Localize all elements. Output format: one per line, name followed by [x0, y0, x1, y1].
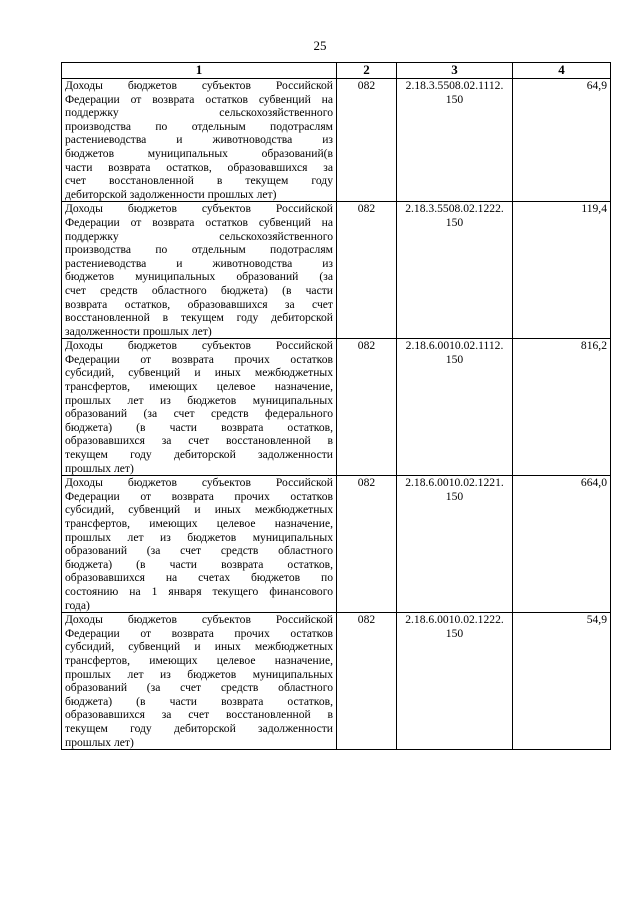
description-line: прошлых лет): [65, 461, 134, 475]
column-header-4: 4: [513, 63, 611, 79]
description-line: производства по отдельным подотраслям: [65, 119, 333, 133]
kbk-line: 2.18.6.0010.02.1221.: [405, 476, 504, 490]
row-description: [62, 79, 337, 202]
description-line: текущем году дебиторской задолженности: [65, 721, 333, 735]
row-budget-classification-code: [397, 202, 513, 339]
description-line: Доходы бюджетов субъектов Российской: [65, 476, 333, 490]
kbk-line: 2.18.3.5508.02.1222.: [405, 202, 504, 216]
description-line: субсидий, субвенций и иных межбюджетных: [65, 366, 333, 380]
row-description: [62, 613, 337, 750]
row-budget-classification-code: [397, 339, 513, 476]
description-line: Федерации от возврата прочих остатков: [65, 626, 333, 640]
description-line: Федерации от возврата остатков субвенций на: [65, 92, 333, 106]
description-line: трансфертов, имеющих целевое назначение,: [65, 653, 333, 667]
description-line: образовавшихся на счетах бюджетов по: [65, 571, 333, 585]
description-line: образований (за счет средств областного: [65, 544, 333, 558]
description-line: образовавшихся за счет восстановленной в: [65, 434, 333, 448]
row-budget-classification-code: [397, 613, 513, 750]
description-line: Федерации от возврата остатков субвенций на: [65, 215, 333, 229]
kbk-line: 150: [445, 352, 464, 366]
description-line: производства по отдельным подотраслям: [65, 243, 333, 257]
row-admin-code: 082: [337, 339, 397, 476]
kbk-line: 150: [445, 489, 464, 503]
row-amount: 54,9: [513, 613, 611, 750]
row-description: [62, 339, 337, 476]
column-header-2: 2: [337, 63, 397, 79]
description-line: образований (за счет средств областного: [65, 681, 333, 695]
kbk-line: 150: [445, 92, 464, 106]
row-description: [62, 202, 337, 339]
description-line: бюджета) (в части возврата остатков,: [65, 694, 333, 708]
description-line: Доходы бюджетов субъектов Российской: [65, 202, 333, 216]
description-line: года): [65, 598, 90, 612]
row-description: [62, 476, 337, 613]
kbk-line: 150: [445, 626, 464, 640]
row-amount: 816,2: [513, 339, 611, 476]
table-row: [62, 79, 611, 202]
description-line: субсидий, субвенций и иных межбюджетных: [65, 640, 333, 654]
description-line: дебиторской задолженности прошлых лет): [65, 187, 277, 201]
kbk-line: 2.18.3.5508.02.1112.: [405, 79, 504, 92]
description-line: текущем году дебиторской задолженности: [65, 448, 333, 462]
kbk-line: 150: [445, 215, 464, 229]
kbk-line: 2.18.6.0010.02.1112.: [405, 339, 504, 353]
table-row: [62, 202, 611, 339]
description-line: Доходы бюджетов субъектов Российской: [65, 79, 333, 92]
description-line: восстановленной в текущем году дебиторской: [65, 311, 333, 325]
row-amount: 119,4: [513, 202, 611, 339]
description-line: части возврата остатков, образовавшихся за: [65, 160, 333, 174]
description-line: трансфертов, имеющих целевое назначение,: [65, 517, 333, 530]
table-row: [62, 476, 611, 613]
kbk-line: 2.18.6.0010.02.1222.: [405, 613, 504, 627]
row-admin-code: 082: [337, 202, 397, 339]
description-line: поддержку сельскохозяйственного: [65, 229, 333, 243]
description-line: Федерации от возврата прочих остатков: [65, 489, 333, 503]
description-line: счет восстановленной в текущем году: [65, 174, 333, 188]
row-admin-code: 082: [337, 613, 397, 750]
description-line: возврата остатков, образовавшихся за счет: [65, 297, 333, 311]
revenue-table: [61, 62, 611, 750]
page-number: 25: [313, 38, 327, 53]
column-header-3: 3: [397, 63, 513, 79]
column-header-1: 1: [62, 63, 337, 79]
description-line: прошлых лет из бюджетов муниципальных: [65, 530, 333, 544]
table-header-row: [62, 63, 611, 79]
description-line: Федерации от возврата прочих остатков: [65, 352, 333, 366]
description-line: поддержку сельскохозяйственного: [65, 106, 333, 120]
description-line: бюджетов муниципальных образований (за: [65, 270, 333, 284]
description-line: образовавшихся за счет восстановленной в: [65, 708, 333, 722]
table-row: [62, 339, 611, 476]
row-budget-classification-code: [397, 79, 513, 202]
description-line: состоянию на 1 января текущего финансового: [65, 584, 333, 598]
description-line: бюджетов муниципальных образований(в: [65, 146, 333, 160]
description-line: Доходы бюджетов субъектов Российской: [65, 613, 333, 627]
description-line: задолженности прошлых лет): [65, 324, 212, 338]
description-line: прошлых лет из бюджетов муниципальных: [65, 667, 333, 681]
row-admin-code: 082: [337, 476, 397, 613]
description-line: счет средств областного бюджета) (в части: [65, 283, 333, 297]
description-line: растениеводства и животноводства из: [65, 133, 333, 147]
description-line: прошлых лет): [65, 735, 134, 749]
row-budget-classification-code: [397, 476, 513, 613]
table-row: [62, 613, 611, 750]
description-line: бюджета) (в части возврата остатков,: [65, 557, 333, 571]
description-line: растениеводства и животноводства из: [65, 256, 333, 270]
description-line: трансфертов, имеющих целевое назначение,: [65, 380, 333, 394]
description-line: прошлых лет из бюджетов муниципальных: [65, 393, 333, 407]
description-line: бюджета) (в части возврата остатков,: [65, 420, 333, 434]
row-amount: 664,0: [513, 476, 611, 613]
row-admin-code: 082: [337, 79, 397, 202]
row-amount: 64,9: [513, 79, 611, 202]
description-line: Доходы бюджетов субъектов Российской: [65, 339, 333, 353]
description-line: образований (за счет средств федерального: [65, 407, 333, 421]
description-line: субсидий, субвенций и иных межбюджетных: [65, 503, 333, 517]
